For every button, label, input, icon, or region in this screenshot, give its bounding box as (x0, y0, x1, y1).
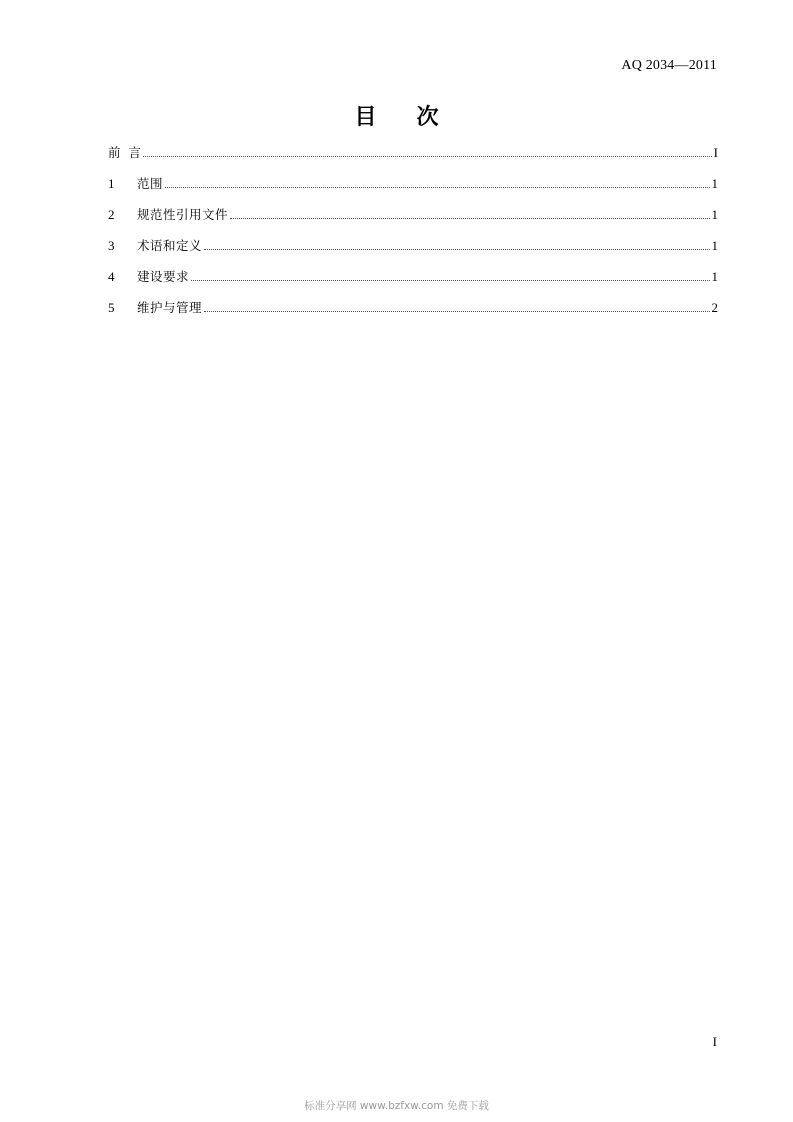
toc-entry-maintenance-management[interactable] (108, 298, 718, 329)
toc-entry-label: 维护与管理 (137, 300, 203, 315)
toc-entry-number: 3 (108, 238, 115, 253)
toc-entry-terms-definitions[interactable] (108, 236, 718, 267)
toc-title (0, 100, 793, 131)
toc-list (108, 143, 718, 329)
toc-entry-label: 规范性引用文件 (137, 207, 229, 222)
toc-entry-label: 术语和定义 (137, 238, 203, 253)
page-number: I (712, 1034, 717, 1049)
toc-leader-dots (204, 248, 709, 250)
toc-entry-number: 4 (108, 269, 115, 284)
toc-leader-dots (165, 186, 709, 188)
toc-entry-label: 建设要求 (137, 269, 190, 284)
toc-title-left: 目 (354, 105, 377, 130)
toc-entry-normative-references[interactable] (108, 205, 718, 236)
watermark-text: 标准分享网 www.bzfxw.com 免费下载 (304, 1100, 489, 1112)
toc-leader-dots (230, 217, 709, 219)
toc-entry-page: 1 (711, 269, 718, 284)
toc-entry-page: I (713, 145, 718, 160)
toc-leader-dots (204, 310, 709, 312)
toc-entry-page: 2 (711, 300, 718, 315)
toc-entry-foreword[interactable] (108, 143, 718, 174)
toc-entry-number: 2 (108, 207, 115, 222)
document-code: AQ 2034—2011 (621, 58, 717, 73)
toc-entry-number: 5 (108, 300, 115, 315)
toc-entry-label: 范围 (137, 176, 164, 191)
toc-entry-page: 1 (711, 176, 718, 191)
toc-entry-page: 1 (711, 238, 718, 253)
toc-leader-dots (191, 279, 709, 281)
toc-entry-construction-requirements[interactable] (108, 267, 718, 298)
toc-title-right: 次 (416, 105, 439, 130)
toc-entry-label: 前 言 (108, 145, 142, 160)
toc-entry-number: 1 (108, 176, 115, 191)
toc-leader-dots (143, 155, 712, 157)
toc-entry-scope[interactable] (108, 174, 718, 205)
toc-entry-page: 1 (711, 207, 718, 222)
